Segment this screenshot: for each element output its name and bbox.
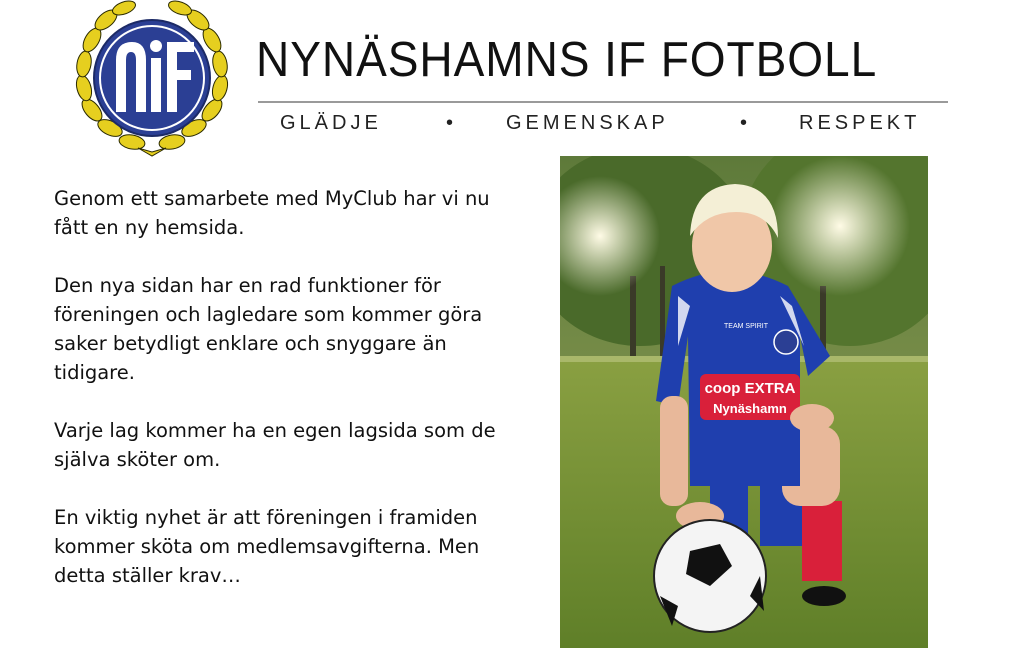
motto-word-gemenskap: GEMENSKAP: [506, 112, 669, 134]
shirt-sponsor-line1: coop EXTRA: [704, 380, 796, 397]
shirt-crest-icon: [774, 330, 798, 354]
paragraph: Den nya sidan har en rad funktioner för föreningen och lagledare som kommer göra saker betydligt enklare och snyggare än tidigare.: [54, 274, 483, 384]
paragraph: Genom ett samarbete med MyClub har vi nu fått en ny hemsida.: [54, 187, 490, 239]
motto-word-gladje: GLÄDJE: [280, 112, 382, 134]
motto-word-respekt: RESPEKT: [799, 112, 921, 134]
shirt-sponsor-line2: Nynäshamn: [713, 401, 787, 416]
player-photo: [560, 156, 928, 648]
article-text: [54, 184, 524, 619]
motto-separator: •: [740, 112, 752, 134]
nif-laurel-crest-icon: [72, 0, 232, 158]
motto-separator: •: [446, 112, 458, 134]
club-motto: [258, 112, 948, 136]
club-name-title: NYNÄSHAMNS IF FOTBOLL: [256, 33, 878, 87]
shirt-badge-text: TEAM SPIRIT: [724, 323, 768, 330]
young-football-player-photo: [560, 156, 928, 648]
paragraph: Varje lag kommer ha en egen lagsida som de själva sköter om.: [54, 419, 496, 471]
paragraph: En viktig nyhet är att föreningen i framiden kommer sköta om medlemsavgifterna. Men detta ställer krav…: [54, 506, 480, 587]
title-divider: [258, 101, 948, 103]
club-logo: [72, 0, 232, 158]
